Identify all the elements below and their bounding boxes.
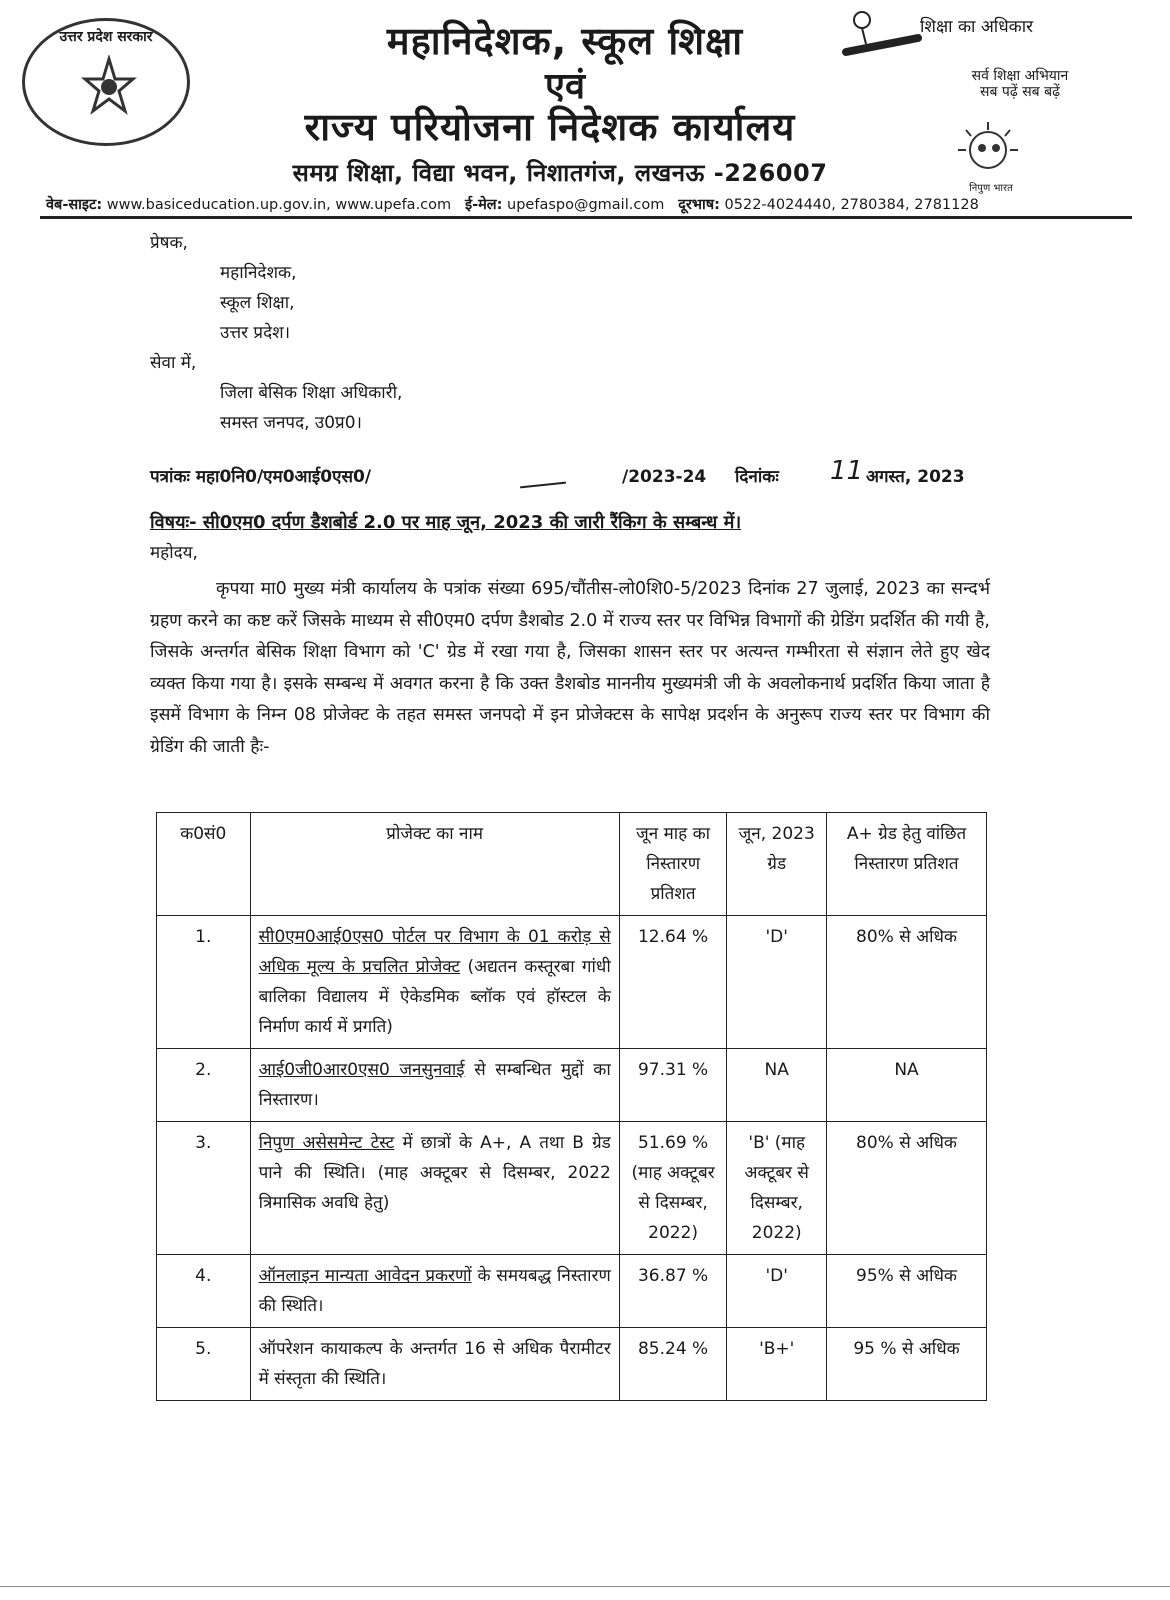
body-paragraph: कृपया मा0 मुख्य मंत्री कार्यालय के पत्रांक संख्या 695/चौंतीस-लो0शि0-5/2023 दिनांक 27 जुलाई, 2023 का सन्दर्भ ग्रहण करने का कष्ट करें जिसके माध्यम से सी0एम0 दर्पण डैशबोड 2.0 में राज्य स्तर पर विभिन्न विभागों की ग्रेडिंग प्रदर्शित की गयी है, जिसके अन्तर्गत बेसिक शिक्षा विभाग को 'C' ग्रेड में रखा गया है, जिसका शासन स्तर पर अत्यन्त गम्भीरता से संज्ञान लेते हुए खेद व्यक्त किया गया है। इसके सम्बन्ध में अवगत करना है कि उक्त डैशबोड माननीय मुख्यमंत्री जी के अवलोकनार्थ प्रदर्शित किया जाता है इसमें विभाग के निम्न 08 प्रोजेक्ट के तहत समस्त जनपदो में इन प्रोजेक्टस के सापेक्ष प्रदर्शन के अनुरूप राज्य स्तर पर विभाग की ग्रेडिंग की जाती हैः- xyxy=(150,579,990,757)
row-percent: 51.69 % (माह अक्टूबर से दिसम्बर, 2022) xyxy=(619,1122,727,1255)
nipun-label: निपुण भारत xyxy=(969,183,1013,194)
table-row xyxy=(157,1122,987,1255)
header-title-1: महानिदेशक, स्कूल शिक्षा xyxy=(386,19,744,63)
row-serial: 4. xyxy=(157,1255,251,1328)
project-name-rest: ऑपरेशन कायाकल्प के अन्तर्गत 16 से अधिक पैरामीटर में संस्तृता की स्थिति। xyxy=(258,1339,611,1389)
right-to-education-tag: शिक्षा का अधिकार xyxy=(920,17,1034,37)
page-bottom-edge xyxy=(0,1586,1170,1587)
salutation: महोदय, xyxy=(150,543,198,563)
header-title-3: राज्य परियोजना निदेशक कार्यालय xyxy=(304,105,796,149)
reference-number xyxy=(150,462,371,492)
sender-line-2: स्कूल शिक्षा, xyxy=(220,293,295,313)
table-header-row xyxy=(157,813,987,916)
nipun-logo-icon xyxy=(938,118,1038,178)
project-name-rest: के समयबद्ध निस्तारण की स्थिति। xyxy=(258,1266,611,1316)
email-label: ई-मेल: xyxy=(464,197,503,213)
project-name-underlined: सी0एम0आई0एस0 पोर्टल पर विभाग के 01 करोड़ से अधिक मूल्य के प्रचलित प्रोजेक्ट xyxy=(258,927,611,977)
header-june-grade: जून, 2023 ग्रेड xyxy=(727,813,827,916)
date-month: अगस्त, 2023 xyxy=(866,467,965,487)
header-address: समग्र शिक्षा, विद्या भवन, निशातगंज, लखनऊ -226007 xyxy=(292,159,828,187)
table-row xyxy=(157,1049,987,1122)
row-project-name xyxy=(250,1255,619,1328)
header-target-percent: A+ ग्रेड हेतु वांछित निस्तारण प्रतिशत xyxy=(827,813,987,916)
row-target: 80% से अधिक xyxy=(827,1122,987,1255)
date-day: 11 xyxy=(830,456,864,486)
campaign-name: सर्व शिक्षा अभियान xyxy=(971,68,1069,84)
row-percent: 12.64 % xyxy=(619,916,727,1049)
seal-text: उत्तर प्रदेश सरकार xyxy=(59,29,153,45)
email-address: upefaspo@gmail.com xyxy=(507,197,665,213)
row-grade: 'B' (माह अक्टूबर से दिसम्बर, 2022) xyxy=(727,1122,827,1255)
header-june-percent: जून माह का निस्तारण प्रतिशत xyxy=(619,813,727,916)
row-grade: 'D' xyxy=(727,916,827,1049)
subject-line: विषयः- सी0एम0 दर्पण डैशबोर्ड 2.0 पर माह जून, 2023 की जारी रैंकिग के सम्बन्ध में। xyxy=(150,512,742,533)
sender-line-3: उत्तर प्रदेश। xyxy=(220,323,291,343)
row-percent: 85.24 % xyxy=(619,1328,727,1401)
phone-numbers: 0522-4024440, 2780384, 2781128 xyxy=(724,197,979,213)
header-title-2: एवं xyxy=(545,66,585,107)
reference-label: पत्रांकः xyxy=(150,467,190,487)
government-seal xyxy=(22,18,190,146)
row-grade: NA xyxy=(727,1049,827,1122)
project-grading-table xyxy=(156,812,987,1401)
recipient-line-2: समस्त जनपद, उ0प्र0। xyxy=(220,413,362,433)
sender-line-1: महानिदेशक, xyxy=(220,263,297,283)
recipient-line-1: जिला बेसिक शिक्षा अधिकारी, xyxy=(220,383,403,403)
pencil-child-icon xyxy=(842,8,922,58)
website-links: www.basiceducation.up.gov.in, www.upefa.com xyxy=(106,197,452,213)
contact-line xyxy=(46,194,1126,214)
row-project-name xyxy=(250,1328,619,1401)
header-divider xyxy=(40,216,1132,219)
header-project-name: प्रोजेक्ट का नाम xyxy=(250,813,619,916)
row-serial: 2. xyxy=(157,1049,251,1122)
row-project-name xyxy=(250,1049,619,1122)
campaign-block xyxy=(940,68,1100,100)
phone-label: दूरभाष: xyxy=(678,197,720,213)
table-row xyxy=(157,916,987,1049)
row-serial: 3. xyxy=(157,1122,251,1255)
row-project-name xyxy=(250,1122,619,1255)
table-row xyxy=(157,1255,987,1328)
row-target: 95 % से अधिक xyxy=(827,1328,987,1401)
row-target: 80% से अधिक xyxy=(827,916,987,1049)
row-grade: 'D' xyxy=(727,1255,827,1328)
project-name-underlined: आई0जी0आर0एस0 जनसुनवाई xyxy=(258,1060,465,1080)
emblem-icon xyxy=(81,55,137,117)
row-percent: 97.31 % xyxy=(619,1049,727,1122)
project-name-rest: से सम्बन्धित मुद्दों का निस्तारण। xyxy=(258,1060,611,1110)
row-target: NA xyxy=(827,1049,987,1122)
handwritten-dash xyxy=(520,482,566,489)
reference-year: /2023-24 xyxy=(622,467,707,487)
sender-label: प्रेषक, xyxy=(150,233,188,253)
row-grade: 'B+' xyxy=(727,1328,827,1401)
row-percent: 36.87 % xyxy=(619,1255,727,1328)
table-row xyxy=(157,1328,987,1401)
row-project-name xyxy=(250,916,619,1049)
project-name-rest: में छात्रों के A+, A तथा B ग्रेड पाने की स्थिति। (माह अक्टूबर से दिसम्बर, 2022 त्रिमासिक अवधि हेतु) xyxy=(258,1133,611,1213)
header-serial: क0सं0 xyxy=(157,813,251,916)
row-target: 95% से अधिक xyxy=(827,1255,987,1328)
row-serial: 5. xyxy=(157,1328,251,1401)
date-label: दिनांकः xyxy=(735,467,779,487)
row-serial: 1. xyxy=(157,916,251,1049)
recipient-label: सेवा में, xyxy=(150,353,197,373)
project-name-underlined: ऑनलाइन मान्यता आवेदन प्रकरणों xyxy=(258,1266,472,1286)
website-label: वेब-साइट: xyxy=(46,197,103,213)
campaign-slogan: सब पढ़ें सब बढ़ें xyxy=(980,84,1060,100)
project-name-rest: (अद्यतन कस्तूरबा गांधी बालिका विद्यालय में ऐकेडमिक ब्लॉक एवं हॉस्टल के निर्माण कार्य में प्रगति) xyxy=(258,957,611,1037)
project-name-underlined: निपुण असेसमेन्ट टेस्ट xyxy=(258,1133,395,1153)
reference-value: महा0नि0/एम0आई0एस0/ xyxy=(195,467,372,487)
